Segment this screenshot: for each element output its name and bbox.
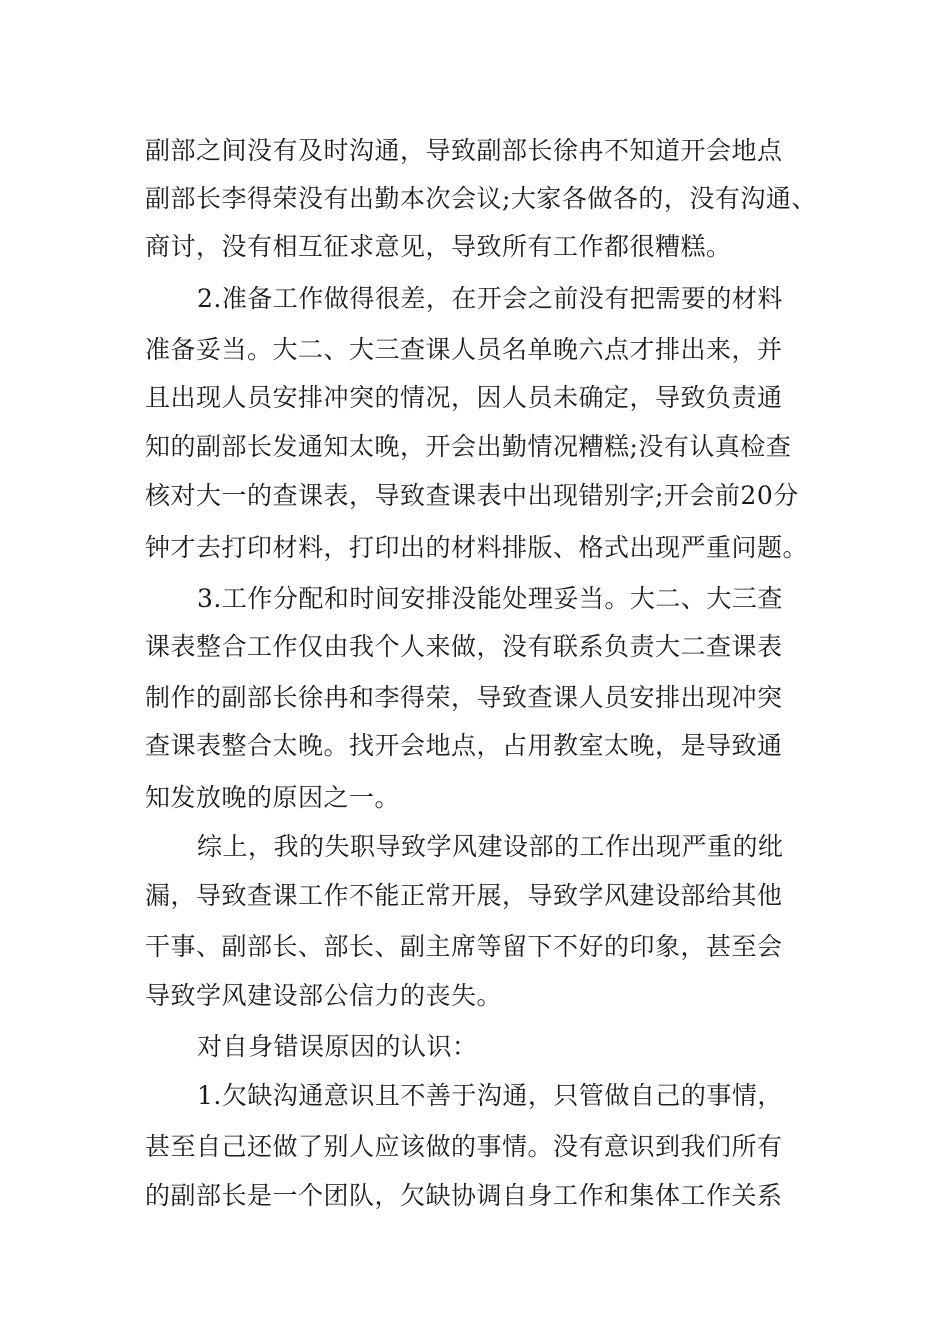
paragraph-start-line: 对自身错误原因的认识： [197, 1032, 478, 1061]
text-line: 甚至自己还做了别人应该做的事情。没有意识到我们所有 [145, 1132, 783, 1161]
text-line: 商讨，没有相互征求意见，导致所有工作都很糟糕。 [145, 232, 732, 261]
paragraph-start-line: 3.工作分配和时间安排没能处理妥当。大二、大三查 [197, 584, 783, 613]
text-line: 副部之间没有及时沟通，导致副部长徐冉不知道开会地点 [145, 136, 783, 165]
paragraph-start-line: 2.准备工作做得很差，在开会之前没有把需要的材料 [197, 284, 783, 313]
text-line: 制作的副部长徐冉和李得荣，导致查课人员安排出现冲突 [145, 683, 783, 712]
paragraph-start-line: 1.欠缺沟通意识且不善于沟通，只管做自己的事情， [197, 1081, 783, 1110]
text-line: 钟才去打印材料，打印出的材料排版、格式出现严重问题。 [145, 533, 809, 562]
text-line: 准备妥当。大二、大三查课人员名单晚六点才排出来，并 [145, 335, 783, 364]
text-line: 干事、副部长、部长、副主席等留下不好的印象，甚至会 [145, 932, 783, 961]
paragraph-start-line: 综上，我的失职导致学风建设部的工作出现严重的纰 [197, 832, 784, 861]
text-line: 副部长李得荣没有出勤本次会议;大家各做各的，没有沟通、 [145, 184, 817, 213]
text-line: 课表整合工作仅由我个人来做，没有联系负责大二查课表 [145, 632, 783, 661]
text-line: 核对大一的查课表，导致查课表中出现错别字;开会前20分 [145, 481, 799, 510]
text-line: 知的副部长发通知太晚，开会出勤情况糟糕;没有认真检查 [145, 432, 792, 461]
text-line: 知发放晚的原因之一。 [145, 783, 401, 812]
text-line: 且出现人员安排冲突的情况，因人员未确定，导致负责通 [145, 383, 783, 412]
text-line: 查课表整合太晚。找开会地点，占用教室太晚，是导致通 [145, 731, 783, 760]
text-line: 漏，导致查课工作不能正常开展，导致学风建设部给其他 [145, 881, 783, 910]
text-line: 的副部长是一个团队，欠缺协调自身工作和集体工作关系 [145, 1181, 783, 1210]
text-line: 导致学风建设部公信力的丧失。 [145, 981, 503, 1010]
